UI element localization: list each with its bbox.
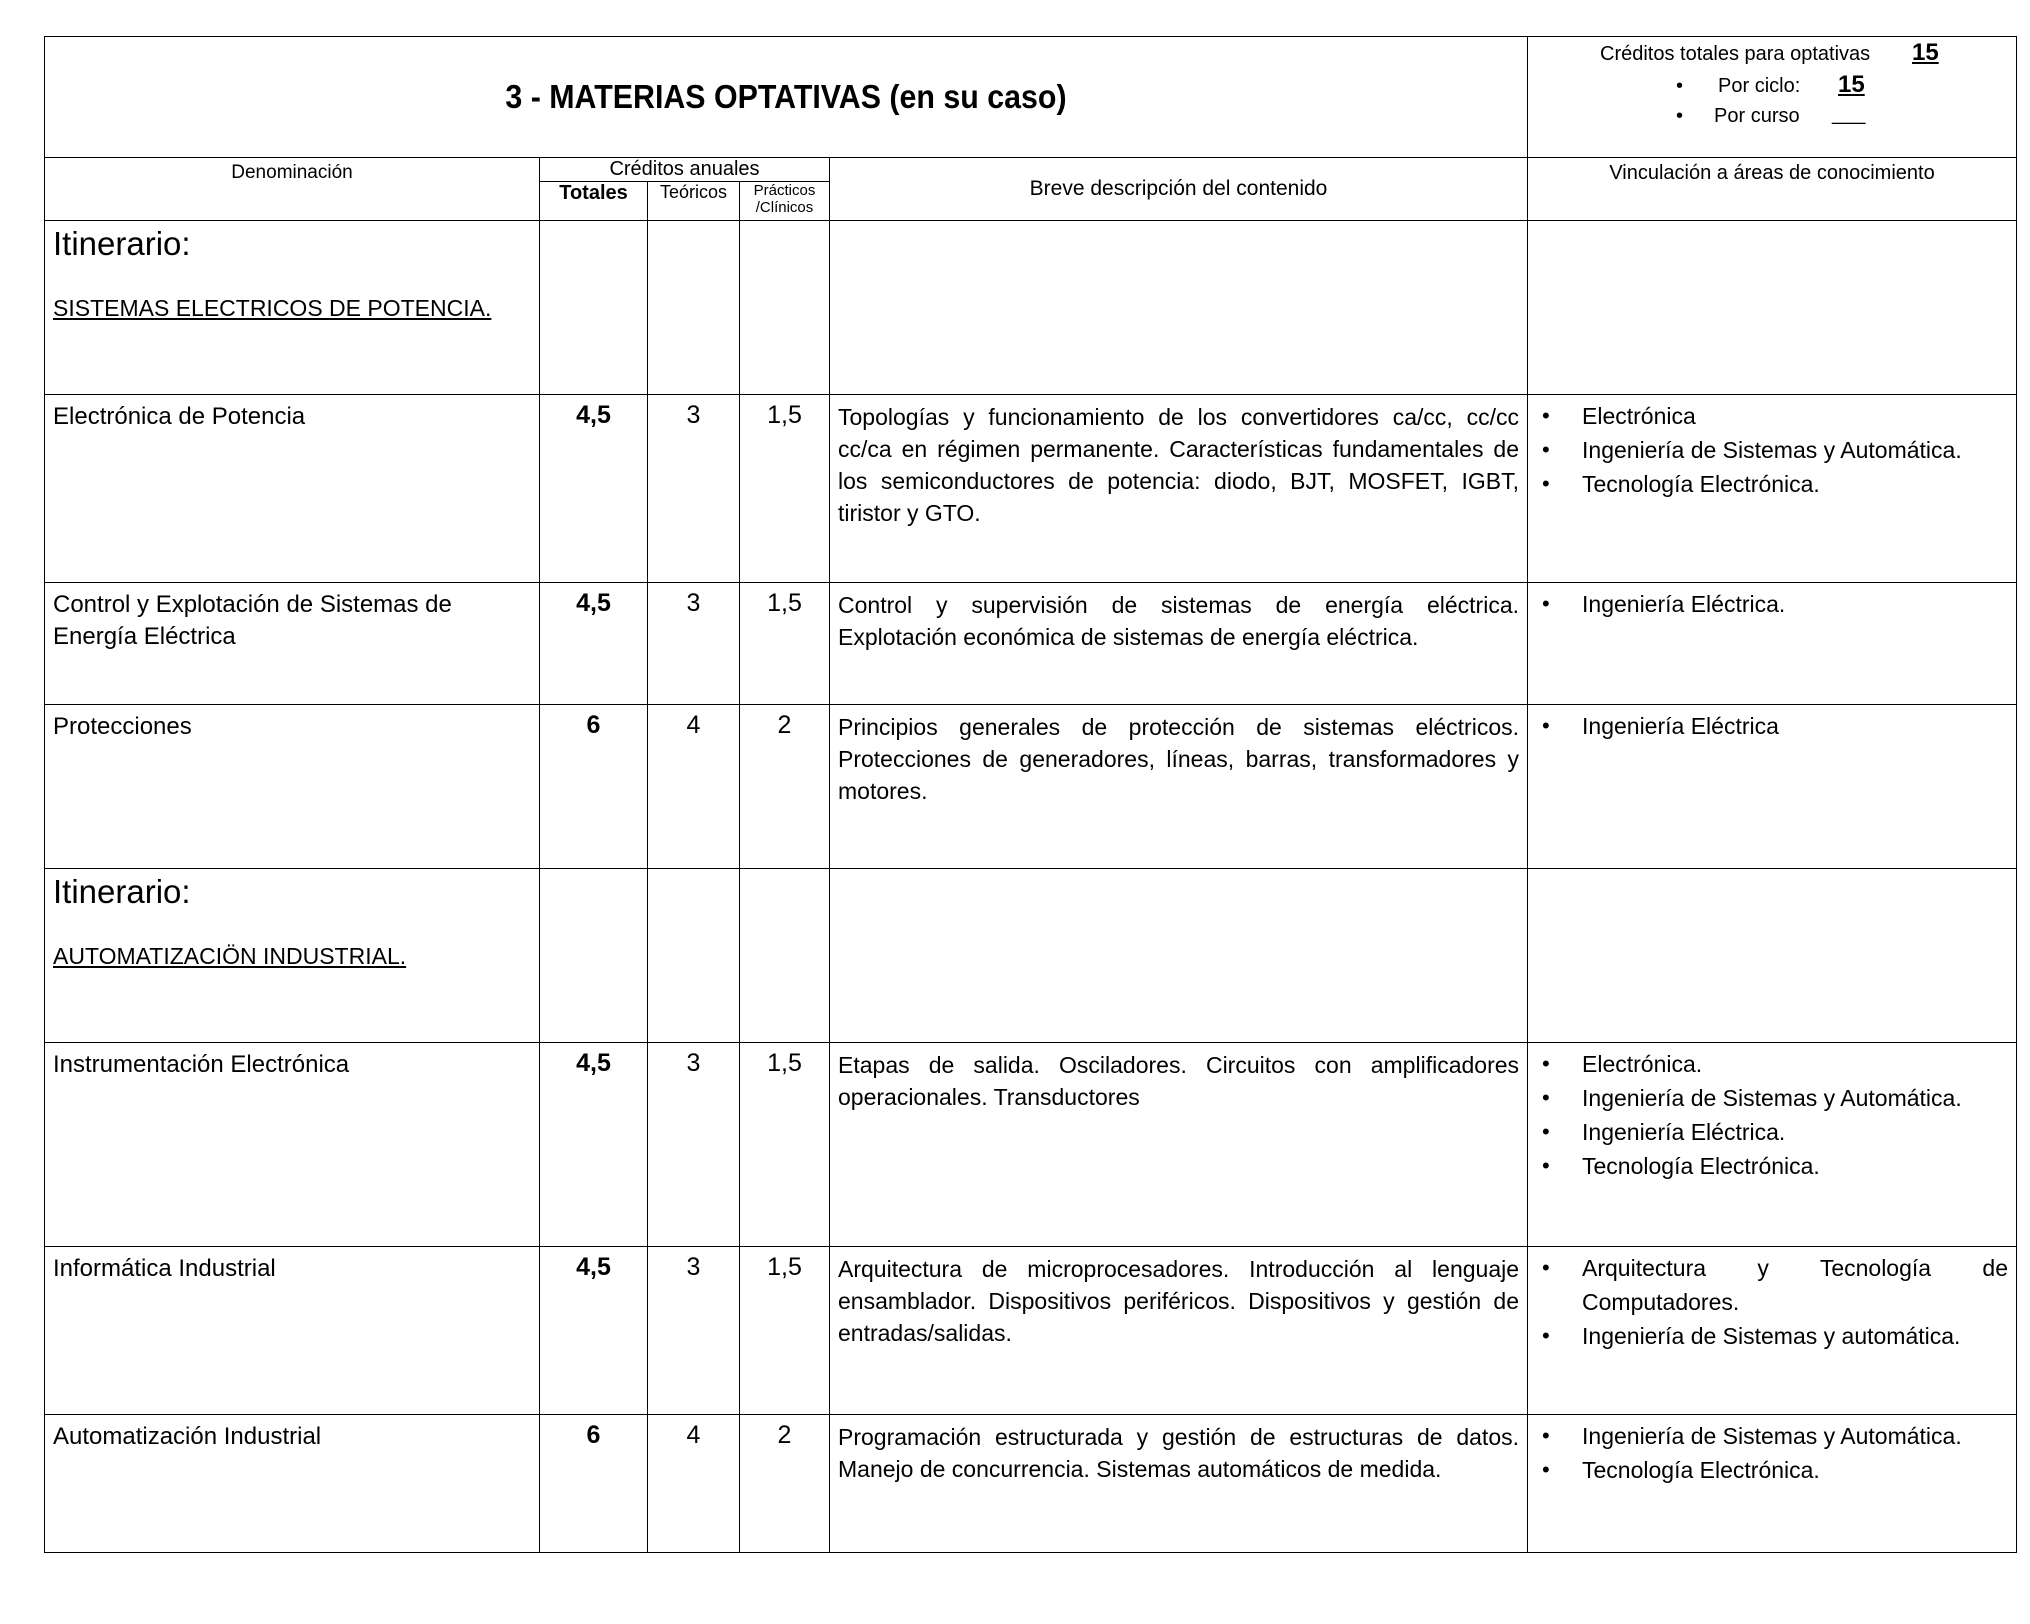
area-item: • Ingeniería de Sistemas y Automática.: [1536, 1081, 2008, 1115]
subject-name: Electrónica de Potencia: [45, 395, 540, 583]
subject-areas: [1528, 1043, 2017, 1247]
area-item: • Ingeniería Eléctrica.: [1536, 587, 2008, 621]
credits-teoricos: 3: [648, 395, 740, 583]
itinerary-row: [45, 221, 2017, 395]
credits-totales: 4,5: [540, 395, 648, 583]
title-cell: [45, 37, 1528, 158]
itinerary-label: Itinerario:: [53, 873, 191, 910]
area-item: • Arquitectura y Tecnología de Computadores.: [1536, 1251, 2008, 1319]
area-item: • Ingeniería Eléctrica: [1536, 709, 2008, 743]
header-practicos-line2: /Clínicos: [755, 199, 814, 216]
per-course-label: Por curso: [1714, 105, 1800, 127]
document-page: [44, 36, 2016, 1553]
total-credits-label: Créditos totales para optativas: [1600, 43, 1871, 65]
subject-areas: [1528, 705, 2017, 869]
subject-name: Control y Explotación de Sistemas de Energía Eléctrica: [45, 583, 540, 705]
itinerary-row: [45, 869, 2017, 1043]
credits-practicos: 1,5: [740, 583, 830, 705]
header-practicos: [740, 182, 830, 221]
table-row: [45, 395, 2017, 583]
subject-description: Topologías y funcionamiento de los convertidores ca/cc, cc/cc cc/ca en régimen permanente. Características fundamentales de los semiconductores de potencia: diodo, BJT, MOSFET, IGBT, tiristor y GTO.: [830, 395, 1528, 583]
credits-totales: 6: [540, 1415, 648, 1553]
itinerary-cell: [45, 221, 540, 395]
credits-teoricos: 3: [648, 1043, 740, 1247]
subject-description: Control y supervisión de sistemas de energía eléctrica. Explotación económica de sistemas de energía eléctrica.: [830, 583, 1528, 705]
header-teoricos: Teóricos: [648, 182, 740, 221]
subject-description: Principios generales de protección de sistemas eléctricos. Protecciones de generadores, líneas, barras, transformadores y motores.: [830, 705, 1528, 869]
optional-subjects-table: [44, 36, 2017, 1553]
subject-description: Arquitectura de microprocesadores. Introducción al lenguaje ensamblador. Dispositivos periféricos. Dispositivos y gestión de entradas/salidas.: [830, 1247, 1528, 1415]
credits-teoricos: 4: [648, 705, 740, 869]
subject-areas: [1528, 1415, 2017, 1553]
area-item: • Tecnología Electrónica.: [1536, 1149, 2008, 1183]
bullet-icon: •: [1676, 75, 1684, 97]
credits-practicos: 1,5: [740, 1247, 830, 1415]
credits-teoricos: 3: [648, 1247, 740, 1415]
header-vinculacion: Vinculación a áreas de conocimiento: [1528, 158, 2017, 221]
header-row-1: [45, 158, 2017, 182]
area-item: • Ingeniería de Sistemas y Automática.: [1536, 1419, 2008, 1453]
area-item: • Ingeniería de Sistemas y automática.: [1536, 1319, 2008, 1353]
subject-name: Informática Industrial: [45, 1247, 540, 1415]
subject-description: Etapas de salida. Osciladores. Circuitos con amplificadores operacionales. Transductores: [830, 1043, 1528, 1247]
itinerary-cell: [45, 869, 540, 1043]
total-credits-value: 15: [1912, 39, 1939, 66]
itinerary-name: AUTOMATIZACIÖN INDUSTRIAL.: [53, 943, 407, 969]
bullet-icon: •: [1676, 105, 1684, 127]
per-cycle-label: Por ciclo:: [1718, 75, 1801, 97]
credits-totales: 4,5: [540, 1247, 648, 1415]
subject-areas: [1528, 583, 2017, 705]
subject-name: Instrumentación Electrónica: [45, 1043, 540, 1247]
itinerary-name: SISTEMAS ELECTRICOS DE POTENCIA.: [53, 295, 492, 321]
credits-practicos: 1,5: [740, 395, 830, 583]
credits-teoricos: 4: [648, 1415, 740, 1553]
subject-description: Programación estructurada y gestión de estructuras de datos. Manejo de concurrencia. Sistemas automáticos de medida.: [830, 1415, 1528, 1553]
credits-teoricos: 3: [648, 583, 740, 705]
subject-areas: [1528, 395, 2017, 583]
header-totales: Totales: [540, 182, 648, 221]
per-cycle-value: 15: [1838, 71, 1865, 98]
table-row: [45, 1415, 2017, 1553]
table-row: [45, 1043, 2017, 1247]
credits-totales: 4,5: [540, 1043, 648, 1247]
area-item: • Electrónica: [1536, 399, 2008, 433]
itinerary-label: Itinerario:: [53, 225, 191, 262]
subject-name: Automatización Industrial: [45, 1415, 540, 1553]
subject-name: Protecciones: [45, 705, 540, 869]
credits-totales: 6: [540, 705, 648, 869]
area-item: • Ingeniería de Sistemas y Automática.: [1536, 433, 2008, 467]
header-practicos-line1: Prácticos: [753, 182, 816, 199]
credits-practicos: 2: [740, 1415, 830, 1553]
header-denominacion: Denominación: [45, 158, 540, 221]
area-item: • Ingeniería Eléctrica.: [1536, 1115, 2008, 1149]
credits-summary: [1528, 37, 2017, 158]
header-descripcion: Breve descripción del contenido: [830, 158, 1528, 221]
table-row: [45, 583, 2017, 705]
area-item: • Tecnología Electrónica.: [1536, 1453, 2008, 1487]
title-row: [45, 37, 2017, 158]
area-item: • Electrónica.: [1536, 1047, 2008, 1081]
header-creditos-anuales: Créditos anuales: [540, 158, 830, 182]
area-item: • Tecnología Electrónica.: [1536, 467, 2008, 501]
credits-practicos: 2: [740, 705, 830, 869]
credits-totales: 4,5: [540, 583, 648, 705]
credits-practicos: 1,5: [740, 1043, 830, 1247]
per-course-value: ___: [1832, 103, 1866, 125]
table-row: [45, 705, 2017, 869]
page-title: 3 - MATERIAS OPTATIVAS (en su caso): [505, 78, 1067, 115]
table-row: [45, 1247, 2017, 1415]
subject-areas: [1528, 1247, 2017, 1415]
